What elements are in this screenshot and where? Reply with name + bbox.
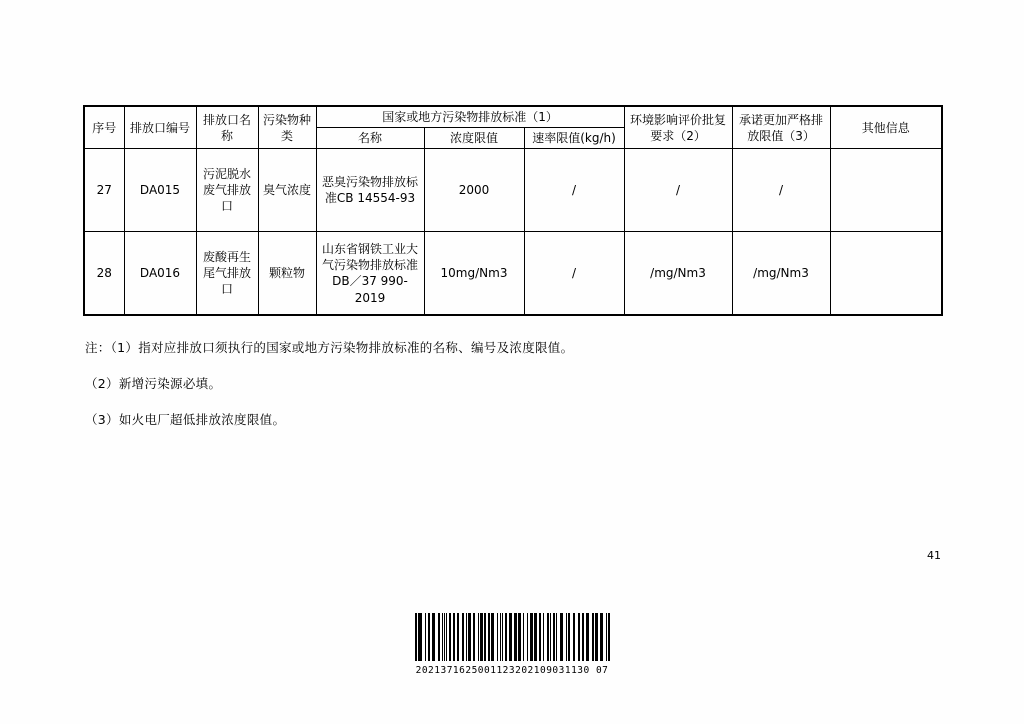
cell-rate-limit: /: [524, 232, 624, 316]
header-stricter-promise: 承诺更加严格排放限值（3）: [732, 106, 830, 149]
cell-env-approval: /: [624, 149, 732, 232]
cell-conc-limit: 2000: [424, 149, 524, 232]
note-3: （3）如火电厂超低排放浓度限值。: [85, 412, 286, 427]
cell-other-info: [830, 149, 942, 232]
cell-conc-limit: 10mg/Nm3: [424, 232, 524, 316]
header-outlet-name: 排放口名称: [196, 106, 258, 149]
cell-seq: 28: [84, 232, 124, 316]
table-row: [84, 149, 942, 232]
note-1: 注：（1）指对应排放口须执行的国家或地方污染物排放标准的名称、编号及浓度限值。: [85, 340, 574, 355]
cell-standard-name: 山东省钢铁工业大气污染物排放标准DB／37 990-2019: [316, 232, 424, 316]
note-2: （2）新增污染源必填。: [85, 376, 222, 391]
cell-stricter-promise: /mg/Nm3: [732, 232, 830, 316]
header-standard-group: 国家或地方污染物排放标准（1）: [316, 106, 624, 128]
cell-outlet-code: DA016: [124, 232, 196, 316]
table-notes: [85, 338, 945, 446]
cell-pollutant-kind: 臭气浓度: [258, 149, 316, 232]
barcode-area: [0, 598, 1024, 676]
header-env-approval: 环境影响评价批复要求（2）: [624, 106, 732, 149]
cell-outlet-code: DA015: [124, 149, 196, 232]
page-number: 41: [927, 549, 941, 562]
cell-env-approval: /mg/Nm3: [624, 232, 732, 316]
barcode-text: 2021371625001123202109031130 07: [415, 665, 609, 676]
emission-standards-table-wrapper: [83, 105, 941, 316]
cell-outlet-name: 污泥脱水废气排放口: [196, 149, 258, 232]
header-conc-limit: 浓度限值: [424, 128, 524, 149]
cell-rate-limit: /: [524, 149, 624, 232]
header-outlet-code: 排放口编号: [124, 106, 196, 149]
emission-standards-table: [83, 105, 943, 316]
cell-pollutant-kind: 颗粒物: [258, 232, 316, 316]
header-seq: 序号: [84, 106, 124, 149]
cell-stricter-promise: /: [732, 149, 830, 232]
header-other-info: 其他信息: [830, 106, 942, 149]
table-header-row-top: [84, 106, 942, 128]
cell-seq: 27: [84, 149, 124, 232]
header-pollutant-kind: 污染物种类: [258, 106, 316, 149]
header-rate-limit: 速率限值(kg/h): [524, 128, 624, 149]
cell-standard-name: 恶臭污染物排放标准CB 14554-93: [316, 149, 424, 232]
cell-other-info: [830, 232, 942, 316]
table-row: [84, 232, 942, 316]
cell-outlet-name: 废酸再生尾气排放口: [196, 232, 258, 316]
barcode-image: [415, 613, 610, 661]
header-standard-name: 名称: [316, 128, 424, 149]
